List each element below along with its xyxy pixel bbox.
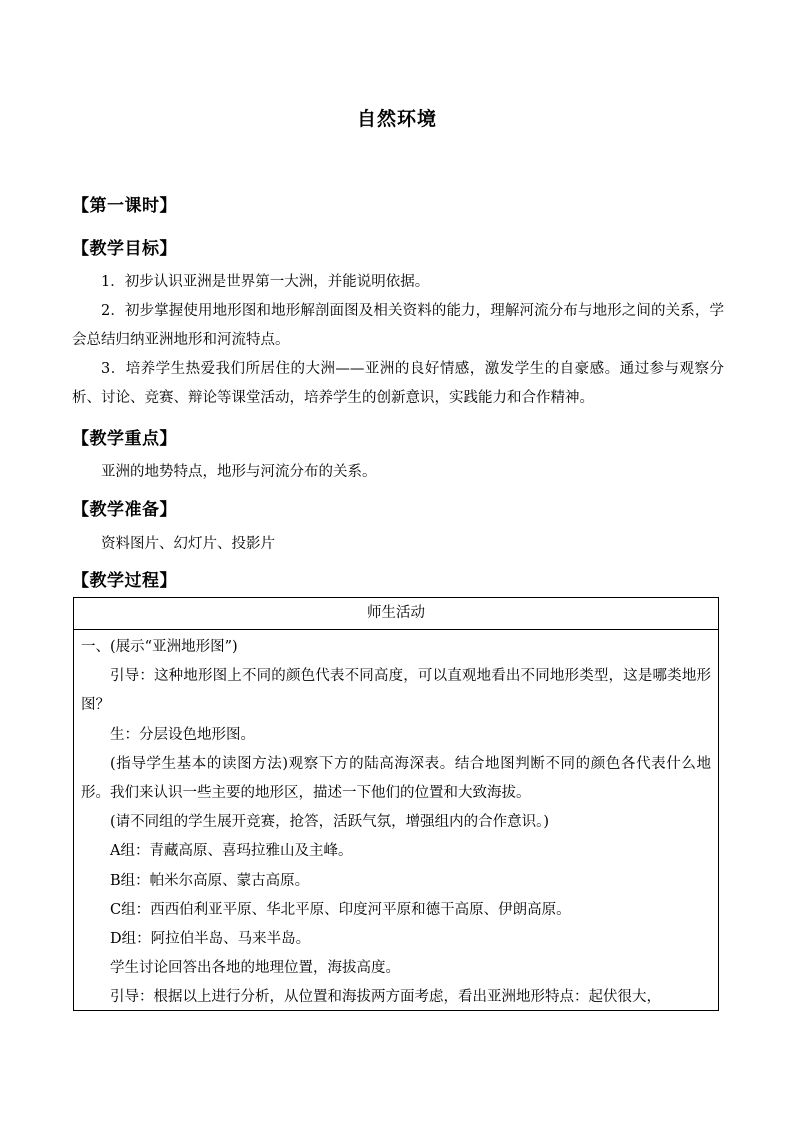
table-header: 师生活动: [74, 598, 718, 630]
objective-item-2: 2．初步掌握使用地形图和地形解剖面图及相关资料的能力，理解河流分布与地形之间的关系，学会总结归纳亚洲地形和河流特点。: [72, 303, 724, 348]
table-line: C组：西西伯利亚平原、华北平原、印度河平原和德干高原、伊朗高原。: [110, 901, 571, 918]
table-line: 生：分层设色地形图。: [110, 726, 255, 743]
table-line: 学生讨论回答出各地的地理位置，海拔高度。: [110, 960, 400, 977]
objectives-heading: 【教学目标】: [72, 239, 177, 259]
process-heading: 【教学过程】: [72, 571, 177, 591]
table-line: A组：青藏高原、喜玛拉雅山及主峰。: [110, 843, 353, 860]
table-line: D组：阿拉伯半岛、马来半岛。: [110, 931, 311, 948]
key-points-text: 亚洲的地势特点，地形与河流分布的关系。: [101, 464, 377, 480]
preparation-heading: 【教学准备】: [72, 500, 177, 520]
process-table: [73, 597, 719, 1011]
table-line: 一、(展示“亚洲地形图”): [81, 639, 238, 655]
page-title: 自然环境: [356, 108, 437, 130]
objective-item-3: 3．培养学生热爱我们所居住的大洲——亚洲的良好情感，激发学生的自豪感。通过参与观察分析、讨论、竞赛、辩论等课堂活动，培养学生的创新意识，实践能力和合作精神。: [72, 361, 724, 406]
preparation-text: 资料图片、幻灯片、投影片: [101, 536, 275, 552]
table-line: (指导学生基本的读图方法)观察下方的陆高海深表。结合地图判断不同的颜色各代表什么地形。我们来认识一些主要的地形区，描述一下他们的位置和大致海拔。: [81, 755, 711, 802]
table-line: 引导：这种地形图上不同的颜色代表不同高度，可以直观地看出不同地形类型，这是哪类地形图？: [81, 668, 711, 714]
objective-item-1: 1．初步认识亚洲是世界第一大洲，并能说明依据。: [101, 274, 430, 290]
table-line: (请不同组的学生展开竞赛，抢答，活跃气氛，增强组内的合作意识。): [110, 814, 550, 831]
key-points-heading: 【教学重点】: [72, 429, 177, 449]
table-line: B组：帕米尔高原、蒙古高原。: [110, 872, 310, 889]
lesson-heading: 【第一课时】: [72, 196, 177, 216]
table-body: [74, 630, 718, 1011]
table-line: 引导：根据以上进行分析，从位置和海拔两方面考虑，看出亚洲地形特点：起伏很大，: [110, 989, 661, 1006]
